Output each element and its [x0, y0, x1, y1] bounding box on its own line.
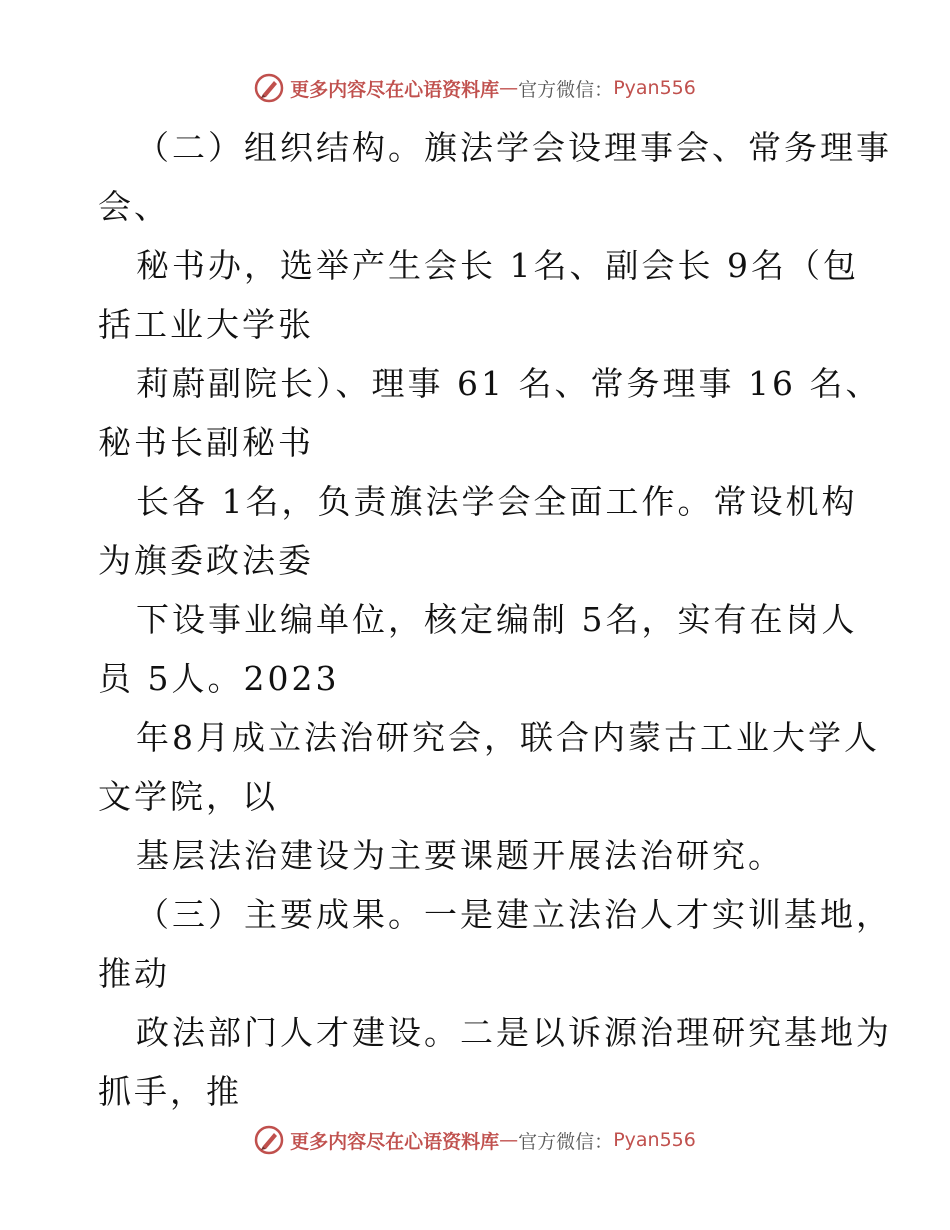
watermark-main-text: 更多内容尽在心语资料库	[290, 1130, 500, 1153]
body-line: 为旗委政法委	[98, 541, 314, 580]
watermark-wechat-id: Pyan556	[613, 1129, 696, 1151]
watermark-wechat-label: 官方微信：	[518, 1130, 614, 1153]
watermark-dash: —	[499, 1129, 519, 1151]
body-line: 抓手，推	[98, 1072, 242, 1111]
body-line: 年8月成立法治研究会，联合内蒙古工业大学人	[136, 718, 880, 757]
body-line: 括工业大学张	[98, 305, 314, 344]
document-body	[98, 118, 892, 1121]
footer-watermark	[0, 1120, 950, 1160]
pen-logo-icon	[254, 1125, 284, 1155]
watermark-main-text: 更多内容尽在心语资料库	[290, 78, 500, 101]
body-line: 推动	[98, 954, 170, 993]
body-line: （二）组织结构。旗法学会设理事会、常务理事	[136, 128, 892, 167]
body-line: 秘书办，选举产生会长 1名、副会长 9名（包	[136, 246, 859, 285]
watermark-wechat-label: 官方微信：	[518, 78, 614, 101]
body-line: 基层法治建设为主要课题开展法治研究。	[136, 836, 784, 875]
body-line: 会、	[98, 187, 170, 226]
header-watermark	[0, 68, 950, 108]
body-line: 下设事业编单位，核定编制 5名，实有在岗人	[136, 600, 858, 639]
body-line: 员 5人。2023	[98, 659, 340, 698]
watermark-dash: —	[499, 77, 519, 99]
body-line: 文学院，以	[98, 777, 278, 816]
watermark-wechat-id: Pyan556	[613, 77, 696, 99]
pen-logo-icon	[254, 73, 284, 103]
body-line: （三）主要成果。一是建立法治人才实训基地，	[136, 895, 892, 934]
body-line: 长各 1名，负责旗法学会全面工作。常设机构	[136, 482, 858, 521]
body-line: 政法部门人才建设。二是以诉源治理研究基地为	[136, 1013, 892, 1052]
body-line: 秘书长副秘书	[98, 423, 314, 462]
body-line: 莉蔚副院长）、理事 61 名、常务理事 16 名、	[136, 364, 882, 403]
